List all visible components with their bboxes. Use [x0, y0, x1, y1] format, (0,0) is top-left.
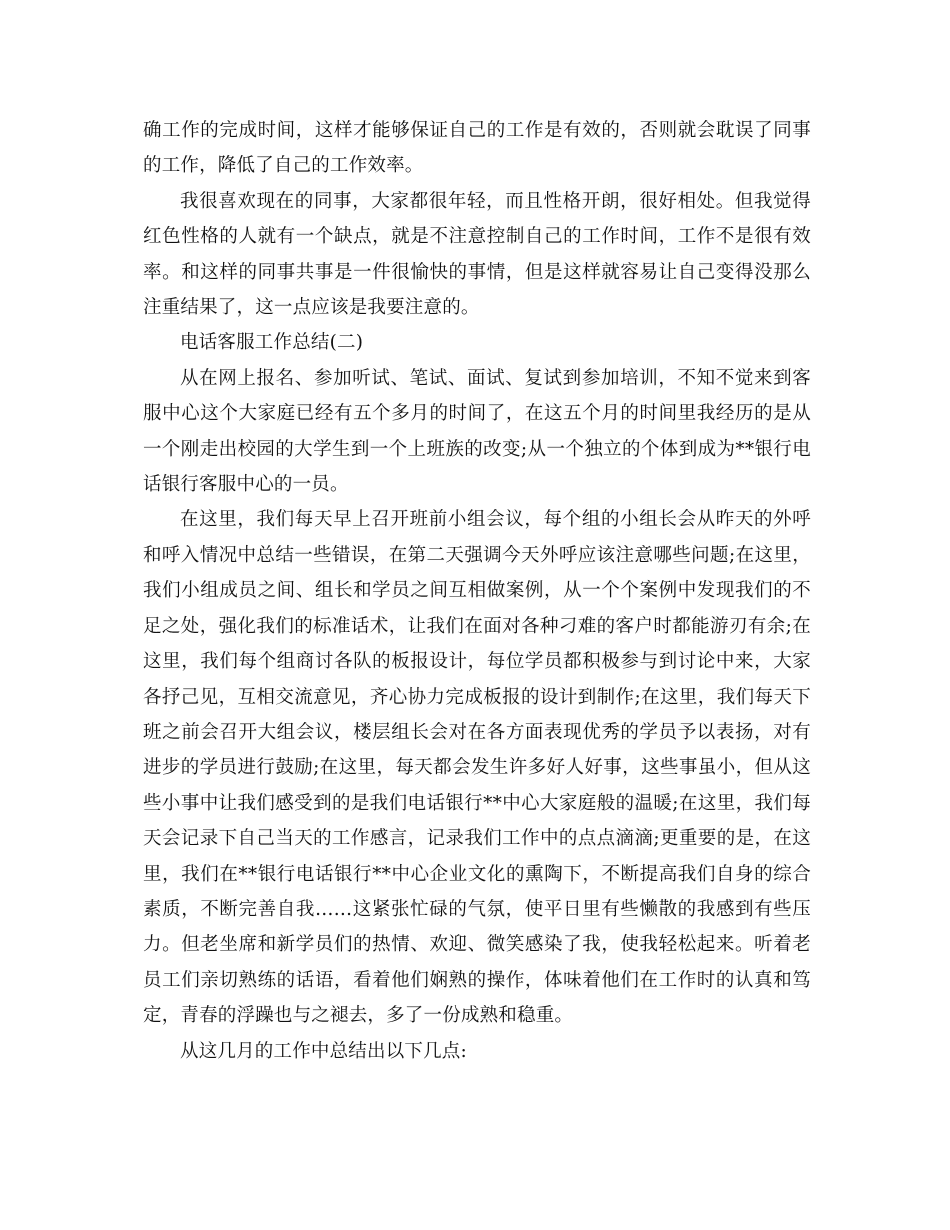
paragraph-summary-lead: 从这几月的工作中总结出以下几点:	[180, 1040, 467, 1062]
paragraph-continuation: 确工作的完成时间，这样才能够保证自己的工作是有效的，否则就会耽误了同事的工作，降低了自己的工作效率。	[143, 120, 811, 177]
paragraph-intro: 从在网上报名、参加听试、笔试、面试、复试到参加培训，不知不觉来到客服中心这个大家庭已经有五个多月的时间了，在这五个月的时间里我经历的是从一个刚走出校园的大学生到一个上班族的改变;从一个独立的个体到成为**银行电话银行客服中心的一员。	[143, 367, 811, 496]
section-heading: 电话客服工作总结(二)	[180, 332, 364, 354]
paragraph-colleagues: 我很喜欢现在的同事，大家都很年轻，而且性格开朗，很好相处。但我觉得红色性格的人就有一个缺点，就是不注意控制自己的工作时间，工作不是很有效率。和这样的同事共事是一件很愉快的事情，但是这样就容易让自己变得没那么注重结果了，这一点应该是我要注意的。	[143, 190, 811, 319]
paragraph-daily-work: 在这里，我们每天早上召开班前小组会议，每个组的小组长会从昨天的外呼和呼入情况中总结一些错误，在第二天强调今天外呼应该注意哪些问题;在这里，我们小组成员之间、组长和学员之间互相做案例，从一个个案例中发现我们的不足之处，强化我们的标准话术，让我们在面对各种刁难的客户时都能游刃有余;在这里，我们每个组商讨各队的板报设计，每位学员都积极参与到讨论中来，大家各抒己见，互相交流意见，齐心协力完成板报的设计到制作;在这里，我们每天下班之前会召开大组会议，楼层组长会对在各方面表现优秀的学员予以表扬，对有进步的学员进行鼓励;在这里，每天都会发生许多好人好事，这些事虽小，但从这些小事中让我们感受到的是我们电话银行**中心大家庭般的温暖;在这里，我们每天会记录下自己当天的工作感言，记录我们工作中的点点滴滴;更重要的是，在这里，我们在**银行电话银行**中心企业文化的熏陶下，不断提高我们自身的综合素质，不断完善自我……这紧张忙碌的气氛，使平日里有些懒散的我感到有些压力。但老坐席和新学员们的热情、欢迎、微笑感染了我，使我轻松起来。听着老员工们亲切熟练的话语，看着他们娴熟的操作，体味着他们在工作时的认真和笃定，青春的浮躁也与之褪去，多了一份成熟和稳重。	[143, 509, 811, 1027]
document-page	[143, 113, 811, 1069]
